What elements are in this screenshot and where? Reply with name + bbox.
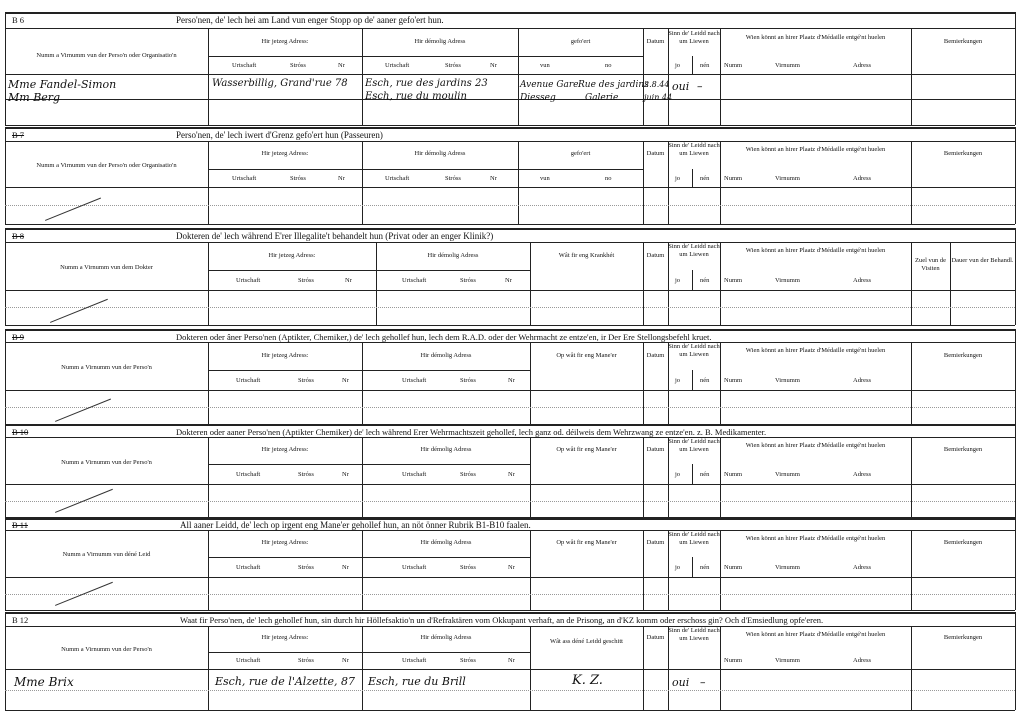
date-header: Datum bbox=[646, 352, 665, 359]
no-header: nén bbox=[700, 564, 710, 571]
street-header: Stróss bbox=[460, 277, 476, 284]
former-address-header: Hir démolig Adress bbox=[427, 252, 479, 259]
remarks-header: Bemierkungen bbox=[943, 38, 983, 45]
handwritten-no: – bbox=[697, 80, 703, 93]
suffer-header: Sinn de' Leidd nach um Liewen bbox=[668, 627, 720, 642]
remarks-header: Bemierkungen bbox=[943, 352, 983, 359]
town-header: Urtschaft bbox=[402, 471, 427, 478]
medal-firstname-header: Virnumm bbox=[775, 277, 800, 284]
third-header: gefo'ert bbox=[570, 38, 591, 45]
handwritten-yes: oui bbox=[672, 80, 690, 93]
no-header: nén bbox=[700, 277, 710, 284]
strike-slash bbox=[50, 299, 108, 323]
street-header: Stróss bbox=[460, 564, 476, 571]
section-title: Waat fir Perso'nen, de' lech gehollef hun, sin durch hir Höllefsaktio'n un d'Refraktären vom Okkupant verhaft, an de Prisong, an d'KZ komm oder erschoss gin? Och d'Emsiedlung opfe'eren. bbox=[180, 615, 824, 625]
date-header: Datum bbox=[646, 252, 665, 259]
current-address-header: Hir jetzeg Adress: bbox=[261, 634, 309, 641]
name-header: Numm a Virnumm vun der Perso'n oder Organisatio'n bbox=[36, 52, 177, 59]
handwritten-current-address: Esch, rue de l'Alzette, 87 bbox=[215, 675, 355, 688]
no-header: nén bbox=[700, 175, 710, 182]
handwritten-name: Mm Berg bbox=[8, 91, 61, 104]
town-header: Urtschaft bbox=[232, 175, 257, 182]
medal-firstname-header: Virnumm bbox=[775, 377, 800, 384]
yes-header: jo bbox=[675, 471, 681, 478]
medal-address-header: Adress bbox=[853, 564, 872, 571]
medal-address-header: Adress bbox=[853, 377, 872, 384]
current-address-header: Hir jetzeg Adress: bbox=[261, 446, 309, 453]
yes-header: jo bbox=[675, 377, 681, 384]
remarks-header: Bemierkungen bbox=[943, 539, 983, 546]
medal-header: Wien könnt an hirer Plaatz d'Médaille entgé'nt huelen bbox=[745, 347, 886, 354]
street-header: Stróss bbox=[298, 377, 314, 384]
suffer-header: Sinn de' Leidd nach um Liewen bbox=[668, 243, 720, 258]
medal-firstname-header: Virnumm bbox=[775, 471, 800, 478]
handwritten-to: Galerie bbox=[585, 93, 619, 103]
remarks-header: Bemierkungen bbox=[943, 150, 983, 157]
third-header: Op wât fir eng Mane'er bbox=[556, 446, 617, 453]
nr-header: Nr bbox=[490, 175, 497, 182]
street-header: Stróss bbox=[445, 62, 461, 69]
yes-header: jo bbox=[675, 175, 681, 182]
name-header: Numm a Virnumm vun der Perso'n bbox=[61, 646, 152, 653]
suffer-header: Sinn de' Leidd nach um Liewen bbox=[668, 531, 720, 546]
town-header: Urtschaft bbox=[402, 377, 427, 384]
medal-address-header: Adress bbox=[853, 175, 872, 182]
strike-slash bbox=[45, 198, 101, 221]
medal-name-header: Numm bbox=[724, 62, 743, 69]
street-header: Stróss bbox=[460, 377, 476, 384]
duration-header: Dauer vun der Behandl. bbox=[951, 257, 1014, 264]
suffer-header: Sinn de' Leidd nach um Liewen bbox=[668, 438, 720, 453]
street-header: Stróss bbox=[290, 62, 306, 69]
street-header: Stróss bbox=[460, 657, 476, 664]
medal-firstname-header: Virnumm bbox=[775, 175, 800, 182]
date-header: Datum bbox=[646, 539, 665, 546]
from-header: vun bbox=[540, 62, 550, 69]
date-header: Datum bbox=[646, 446, 665, 453]
nr-header: Nr bbox=[338, 175, 345, 182]
medal-header: Wien könnt an hirer Plaatz d'Médaille entgé'nt huelen bbox=[745, 247, 886, 254]
street-header: Stróss bbox=[290, 175, 306, 182]
no-header: nén bbox=[700, 377, 710, 384]
to-header: no bbox=[605, 62, 612, 69]
handwritten-what-happened: K. Z. bbox=[572, 673, 603, 688]
nr-header: Nr bbox=[342, 377, 349, 384]
former-address-header: Hir démolig Adress bbox=[420, 352, 472, 359]
section-title: Perso'nen, de' lech iwert d'Grenz gefo'ert hun (Passeuren) bbox=[176, 130, 383, 140]
yes-header: jo bbox=[675, 564, 681, 571]
suffer-header: Sinn de' Leidd nach um Liewen bbox=[668, 142, 720, 157]
name-header: Numm a Virnumm vun der Perso'n bbox=[61, 459, 152, 466]
yes-header: jo bbox=[675, 277, 681, 284]
current-address-header: Hir jetzeg Adress: bbox=[261, 150, 309, 157]
handwritten-yes: oui bbox=[672, 676, 690, 689]
nr-header: Nr bbox=[342, 657, 349, 664]
nr-header: Nr bbox=[338, 62, 345, 69]
date-header: Datum bbox=[646, 38, 665, 45]
town-header: Urtschaft bbox=[385, 62, 410, 69]
to-header: no bbox=[605, 175, 612, 182]
section-id: B 12 bbox=[12, 615, 29, 625]
town-header: Urtschaft bbox=[236, 471, 261, 478]
handwritten-former-address: Esch, rue du moulin bbox=[365, 91, 467, 102]
street-header: Stróss bbox=[298, 277, 314, 284]
nr-header: Nr bbox=[490, 62, 497, 69]
town-header: Urtschaft bbox=[402, 277, 427, 284]
name-header: Numm a Virnumm vun der Perso'n bbox=[61, 364, 152, 371]
section-id: B 6 bbox=[12, 15, 25, 25]
street-header: Stróss bbox=[298, 657, 314, 664]
section-title: Dokteren de' lech während E'rer Illegalite't behandelt hun (Privat oder an enger Klinik?) bbox=[176, 231, 494, 241]
nr-header: Nr bbox=[508, 564, 515, 571]
suffer-header: Sinn de' Leidd nach um Liewen bbox=[668, 343, 720, 358]
former-address-header: Hir démolig Adress bbox=[420, 634, 472, 641]
medal-header: Wien könnt an hirer Plaatz d'Médaille entgé'nt huelen bbox=[745, 442, 886, 449]
handwritten-from: Diesseg bbox=[520, 93, 556, 103]
current-address-header: Hir jetzeg Adress: bbox=[268, 252, 316, 259]
section-id: B 8 bbox=[12, 231, 25, 241]
handwritten-date: juin 44 bbox=[644, 93, 673, 102]
former-address-header: Hir démolig Adress bbox=[420, 446, 472, 453]
remarks-header: Bemierkungen bbox=[943, 634, 983, 641]
medal-header: Wien könnt an hirer Plaatz d'Médaille entgé'nt huelen bbox=[745, 535, 886, 542]
medal-firstname-header: Virnumm bbox=[775, 62, 800, 69]
former-address-header: Hir démolig Adress bbox=[414, 150, 466, 157]
handwritten-name: Mme Brix bbox=[14, 675, 74, 689]
town-header: Urtschaft bbox=[402, 657, 427, 664]
medal-name-header: Numm bbox=[724, 471, 743, 478]
third-header: Wât fir eng Krankhét bbox=[558, 252, 615, 259]
street-header: Stróss bbox=[298, 564, 314, 571]
nr-header: Nr bbox=[508, 377, 515, 384]
nr-header: Nr bbox=[508, 657, 515, 664]
street-header: Stróss bbox=[460, 471, 476, 478]
nr-header: Nr bbox=[342, 564, 349, 571]
nr-header: Nr bbox=[345, 277, 352, 284]
medal-name-header: Numm bbox=[724, 277, 743, 284]
handwritten-name: Mme Fandel-Simon bbox=[8, 78, 117, 91]
town-header: Urtschaft bbox=[236, 657, 261, 664]
medal-header: Wien könnt an hirer Plaatz d'Médaille entgé'nt huelen bbox=[745, 146, 886, 153]
former-address-header: Hir démolig Adress bbox=[414, 38, 466, 45]
handwritten-no: – bbox=[700, 676, 706, 689]
street-header: Stróss bbox=[445, 175, 461, 182]
section-id: B 9 bbox=[12, 332, 25, 342]
section-title: Perso'nen, de' lech hei am Land vun enger Stopp op de' aaner gefo'ert hun. bbox=[176, 15, 444, 25]
medal-address-header: Adress bbox=[853, 471, 872, 478]
town-header: Urtschaft bbox=[236, 277, 261, 284]
nr-header: Nr bbox=[342, 471, 349, 478]
town-header: Urtschaft bbox=[385, 175, 410, 182]
section-title: Dokteren oder aaner Perso'nen (Aptikter Chemiker) de' lech während Erer Wehrmachtszeit gehollef, lech ganz od. déilweis dem Wehrzwang ze entze'en. z. B. Medikamenter. bbox=[176, 427, 767, 437]
section-title: All aaner Leidd, de' lech op irgent eng Mane'er gehollef hun, an nöt önner Rubrik B1-B10 faalen. bbox=[180, 520, 531, 530]
remarks-header: Bemierkungen bbox=[943, 446, 983, 453]
medal-header: Wien könnt an hirer Plaatz d'Médaille entgé'nt huelen bbox=[745, 34, 886, 41]
former-address-header: Hir démolig Adress bbox=[420, 539, 472, 546]
visits-header: Zuel vun de Visiten bbox=[914, 257, 947, 272]
medal-header: Wien könnt an hirer Plaatz d'Médaille entgé'nt huelen bbox=[745, 631, 886, 638]
medal-address-header: Adress bbox=[853, 62, 872, 69]
suffer-header: Sinn de' Leidd nach um Liewen bbox=[668, 30, 720, 45]
handwritten-current-address: Wasserbillig, Grand'rue 78 bbox=[212, 78, 348, 89]
current-address-header: Hir jetzeg Adress: bbox=[261, 539, 309, 546]
town-header: Urtschaft bbox=[402, 564, 427, 571]
yes-header: jo bbox=[675, 62, 681, 69]
medal-name-header: Numm bbox=[724, 175, 743, 182]
nr-header: Nr bbox=[508, 471, 515, 478]
nr-header: Nr bbox=[505, 277, 512, 284]
third-header: Wât ass déné Leidd geschitt bbox=[550, 638, 623, 645]
handwritten-former-address: Esch, rue du Brill bbox=[368, 675, 466, 688]
medal-name-header: Numm bbox=[724, 377, 743, 384]
medal-address-header: Adress bbox=[853, 657, 872, 664]
handwritten-date: 2.8.44 bbox=[644, 80, 670, 89]
town-header: Urtschaft bbox=[232, 62, 257, 69]
medal-firstname-header: Virnumm bbox=[775, 564, 800, 571]
name-header: Numm a Virnumm vun der Perso'n oder Organisatio'n bbox=[36, 162, 177, 169]
name-header: Numm a Virnumm vun déné Leid bbox=[62, 551, 151, 558]
strike-slash bbox=[55, 399, 111, 422]
section-id: B 7 bbox=[12, 130, 25, 140]
third-header: Op wât fir eng Mane'er bbox=[556, 352, 617, 359]
from-header: vun bbox=[540, 175, 550, 182]
section-id: B 10 bbox=[12, 427, 29, 437]
current-address-header: Hir jetzeg Adress: bbox=[261, 38, 309, 45]
third-header: gefo'ert bbox=[570, 150, 591, 157]
name-header: Numm a Virnumm vun dem Dokter bbox=[60, 264, 153, 271]
handwritten-from: Avenue Gare bbox=[520, 80, 579, 90]
medal-name-header: Numm bbox=[724, 657, 743, 664]
date-header: Datum bbox=[646, 634, 665, 641]
medal-address-header: Adress bbox=[853, 277, 872, 284]
date-header: Datum bbox=[646, 150, 665, 157]
medal-name-header: Numm bbox=[724, 564, 743, 571]
no-header: nén bbox=[700, 62, 710, 69]
medal-firstname-header: Virnumm bbox=[775, 657, 800, 664]
third-header: Op wât fir eng Mane'er bbox=[556, 539, 617, 546]
current-address-header: Hir jetzeg Adress: bbox=[261, 352, 309, 359]
no-header: nén bbox=[700, 471, 710, 478]
handwritten-former-address: Esch, rue des jardins 23 bbox=[365, 78, 488, 89]
section-id: B 11 bbox=[12, 520, 28, 530]
town-header: Urtschaft bbox=[236, 564, 261, 571]
town-header: Urtschaft bbox=[236, 377, 261, 384]
section-title: Dokteren oder âner Perso'nen (Aptikter, Chemiker,) de' lech gehollef hun, lech dem R.A.D. oder der Wehrmacht ze entze'en, ir Der Ere Stellongsbefehl kruet. bbox=[176, 332, 712, 342]
handwritten-to: Rue des jardins bbox=[578, 80, 649, 90]
street-header: Stróss bbox=[298, 471, 314, 478]
